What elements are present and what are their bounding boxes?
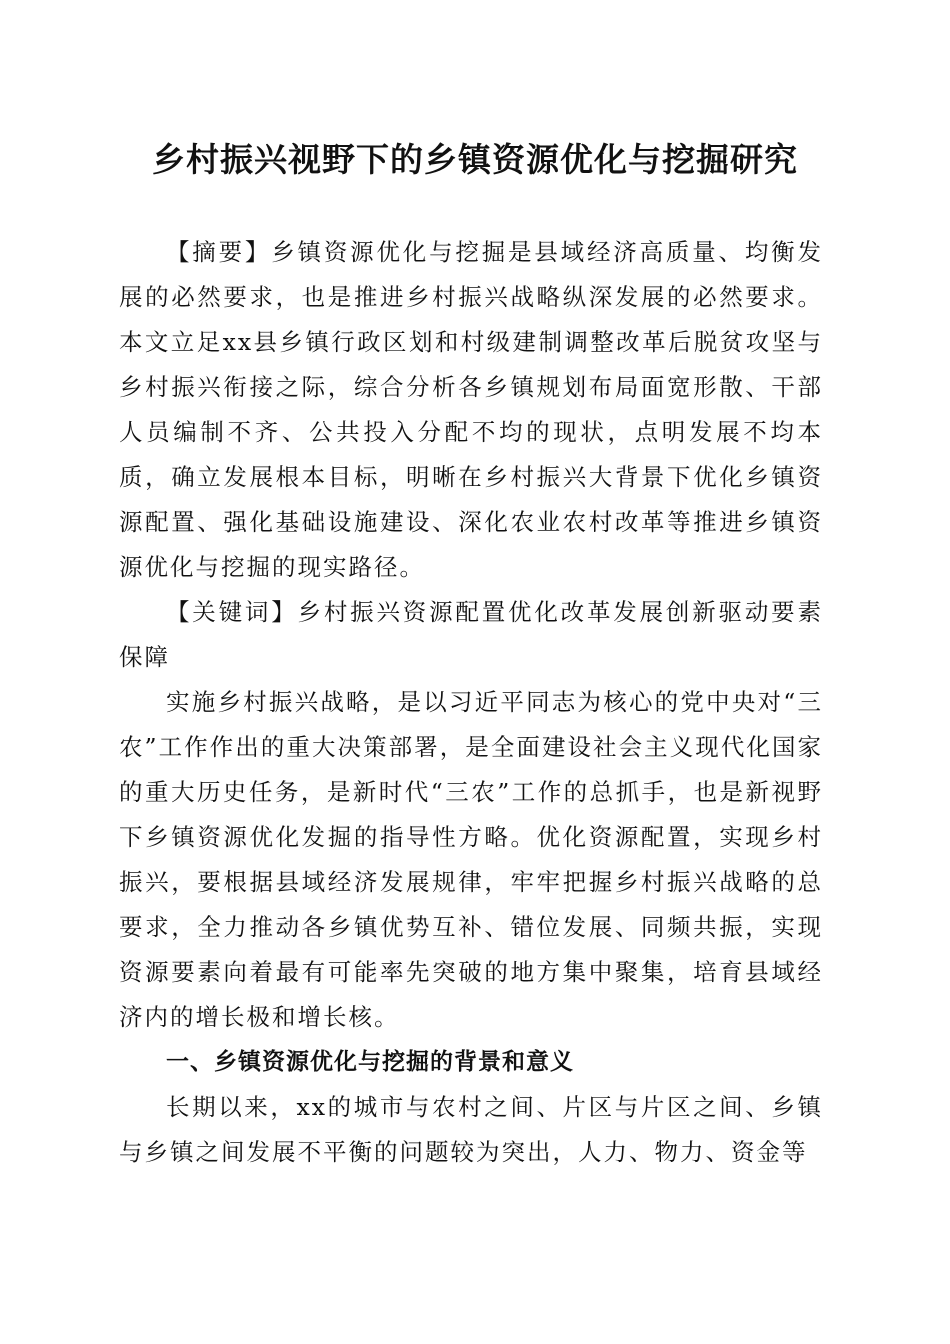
abstract-paragraph: 【摘要】乡镇资源优化与挖掘是县域经济高质量、均衡发展的必然要求，也是推进乡村振兴战略纵深发展的必然要求。本文立足xx县乡镇行政区划和村级建制调整改革后脱贫攻坚与乡村振兴衔接之际，综合分析各乡镇规划布局面宽形散、干部人员编制不齐、公共投入分配不均的现状，点明发展不均本质，确立发展根本目标，明晰在乡村振兴大背景下优化乡镇资源配置、强化基础设施建设、深化农业农村改革等推进乡镇资源优化与挖掘的现实路径。 bbox=[119, 238, 823, 581]
document-body bbox=[119, 230, 823, 1175]
keywords-paragraph: 【关键词】乡村振兴资源配置优化改革发展创新驱动要素保障 bbox=[119, 598, 823, 671]
section-paragraph: 长期以来，xx的城市与农村之间、片区与片区之间、乡镇与乡镇之间发展不平衡的问题较为突出，人力、物力、资金等 bbox=[119, 1093, 823, 1166]
intro-paragraph: 实施乡村振兴战略，是以习近平同志为核心的党中央对“三农”工作作出的重大决策部署，是全面建设社会主义现代化国家的重大历史任务，是新时代“三农”工作的总抓手，也是新视野下乡镇资源优化发掘的指导性方略。优化资源配置，实现乡村振兴，要根据县域经济发展规律，牢牢把握乡村振兴战略的总要求，全力推动各乡镇优势互补、错位发展、同频共振，实现资源要素向着最有可能率先突破的地方集中聚集，培育县域经济内的增长极和增长核。 bbox=[119, 688, 823, 1031]
section-heading: 一、乡镇资源优化与挖掘的背景和意义 bbox=[166, 1049, 574, 1075]
document-title: 乡村振兴视野下的乡镇资源优化与挖掘研究 bbox=[152, 140, 798, 179]
